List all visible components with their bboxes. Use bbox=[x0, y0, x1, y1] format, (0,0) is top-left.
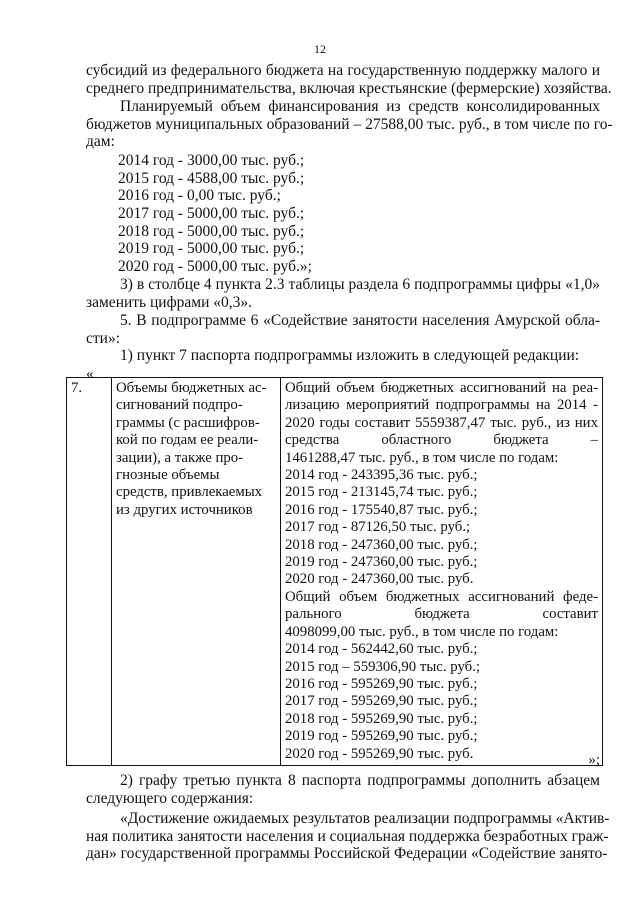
text-line: заменить цифрами «0,3». bbox=[86, 293, 252, 311]
text-line: субсидий из федерального бюджета на государственную поддержку малого и bbox=[86, 62, 600, 79]
regional-year-item: 2020 год - 247360,00 тыс. руб. bbox=[285, 571, 474, 588]
item-3-paragraph bbox=[86, 276, 600, 311]
list-item: 2016 год - 0,00 тыс. руб.; bbox=[118, 187, 281, 205]
row-number-cell bbox=[67, 378, 112, 766]
text-line: Планируемый объем финансирования из средств консолидированных bbox=[120, 98, 600, 115]
regional-year-item: 2014 год - 243395,36 тыс. руб.; bbox=[285, 467, 478, 484]
item-2-paragraph bbox=[86, 772, 600, 807]
regional-year-item: 2016 год - 175540,87 тыс. руб.; bbox=[285, 501, 478, 518]
text-line: ная политика занятости населения и социальная поддержка безработных граж- bbox=[86, 827, 609, 845]
text-line: 3) в столбце 4 пункта 2.3 таблицы раздела 6 подпрограммы цифры «1,0» bbox=[120, 276, 600, 293]
text-line: дан» государственной программы Российской Федерации «Содействие занято- bbox=[86, 845, 608, 863]
label-line: сигнований подпро- bbox=[116, 397, 243, 414]
label-line: Объемы бюджетных ас- bbox=[116, 380, 267, 396]
item-1-paragraph bbox=[86, 347, 600, 365]
label-cell bbox=[112, 378, 281, 766]
text-line: 5. В подпрограмме 6 «Содействие занятости населения Амурской обла- bbox=[120, 312, 600, 329]
financing-paragraph bbox=[86, 98, 613, 151]
list-item: 2020 год - 5000,00 тыс. руб.»; bbox=[118, 258, 312, 276]
list-item: 2019 год - 5000,00 тыс. руб.; bbox=[118, 240, 305, 258]
regional-year-item: 2019 год - 247360,00 тыс. руб.; bbox=[285, 554, 478, 571]
municipal-years-list bbox=[118, 152, 312, 276]
federal-year-item: 2020 год - 595269,90 тыс. руб. bbox=[285, 745, 474, 762]
label-line: кой по годам ее реали- bbox=[116, 432, 259, 449]
label-line: граммы (с расшифров- bbox=[116, 414, 260, 431]
federal-year-item: 2016 год - 595269,90 тыс. руб.; bbox=[285, 675, 478, 692]
text-line: бюджетов муниципальных образований – 27588,00 тыс. руб., в том числе по го- bbox=[86, 115, 613, 133]
intro-paragraph bbox=[86, 62, 612, 97]
text-line: 1) пункт 7 паспорта подпрограммы изложить в следующей редакции: bbox=[120, 347, 580, 364]
federal-line: Общий объем бюджетных ассигнований феде- bbox=[285, 588, 598, 605]
list-item: 2014 год - 3000,00 тыс. руб.; bbox=[118, 152, 305, 169]
total-line: 1461288,47 тыс. руб., в том числе по годам: bbox=[285, 449, 559, 466]
table-row bbox=[67, 378, 603, 766]
regional-year-item: 2018 год - 247360,00 тыс. руб.; bbox=[285, 536, 478, 553]
text-line: «Достижение ожидаемых результатов реализации подпрограммы «Актив- bbox=[120, 810, 610, 827]
federal-year-item: 2014 год - 562442,60 тыс. руб.; bbox=[285, 641, 478, 658]
federal-year-item: 2019 год - 595269,90 тыс. руб.; bbox=[285, 728, 478, 745]
list-item: 2018 год - 5000,00 тыс. руб.; bbox=[118, 222, 305, 240]
list-item: 2017 год - 5000,00 тыс. руб.; bbox=[118, 205, 305, 223]
closing-quote: »; bbox=[588, 752, 600, 768]
text-line: среднего предпринимательства, включая крестьянские (фермерские) хозяйства. bbox=[86, 79, 612, 97]
label-line: из других источников bbox=[116, 501, 253, 518]
final-paragraph bbox=[86, 810, 610, 863]
row-number: 7. bbox=[71, 380, 83, 396]
total-line: средства областного бюджета – bbox=[285, 432, 598, 449]
text-line: сти»: bbox=[86, 329, 121, 347]
list-item: 2015 год - 4588,00 тыс. руб.; bbox=[118, 169, 305, 187]
federal-year-item: 2017 год - 595269,90 тыс. руб.; bbox=[285, 693, 478, 710]
federal-year-item: 2018 год - 595269,90 тыс. руб.; bbox=[285, 710, 478, 727]
regional-year-item: 2015 год - 213145,74 тыс. руб.; bbox=[285, 484, 478, 501]
label-line: средств, привлекаемых bbox=[116, 484, 263, 501]
value-cell bbox=[281, 378, 603, 766]
total-line: 2020 годы составит 5559387,47 тыс. руб., из них bbox=[285, 414, 598, 431]
total-line: Общий объем бюджетных ассигнований на реа- bbox=[285, 380, 598, 396]
label-line: гнозные объемы bbox=[116, 467, 220, 484]
text-line: 2) графу третью пункта 8 паспорта подпрограммы дополнить абзацем bbox=[120, 772, 600, 789]
label-line: зации), а также про- bbox=[116, 449, 244, 466]
text-line: дам: bbox=[86, 133, 115, 151]
text-line: следующего содержания: bbox=[86, 789, 254, 807]
regional-year-item: 2017 год - 87126,50 тыс. руб.; bbox=[285, 519, 471, 536]
passport-table bbox=[66, 377, 603, 766]
total-line: лизацию мероприятий подпрограммы на 2014 - bbox=[285, 397, 598, 414]
page-number: 12 bbox=[314, 42, 326, 56]
federal-year-item: 2015 год – 559306,90 тыс. руб.; bbox=[285, 658, 480, 675]
item-5-paragraph bbox=[86, 312, 600, 347]
federal-line: рального бюджета составит bbox=[285, 606, 598, 623]
opening-quote: « bbox=[86, 366, 94, 382]
federal-line: 4098099,00 тыс. руб., в том числе по годам: bbox=[285, 623, 559, 640]
